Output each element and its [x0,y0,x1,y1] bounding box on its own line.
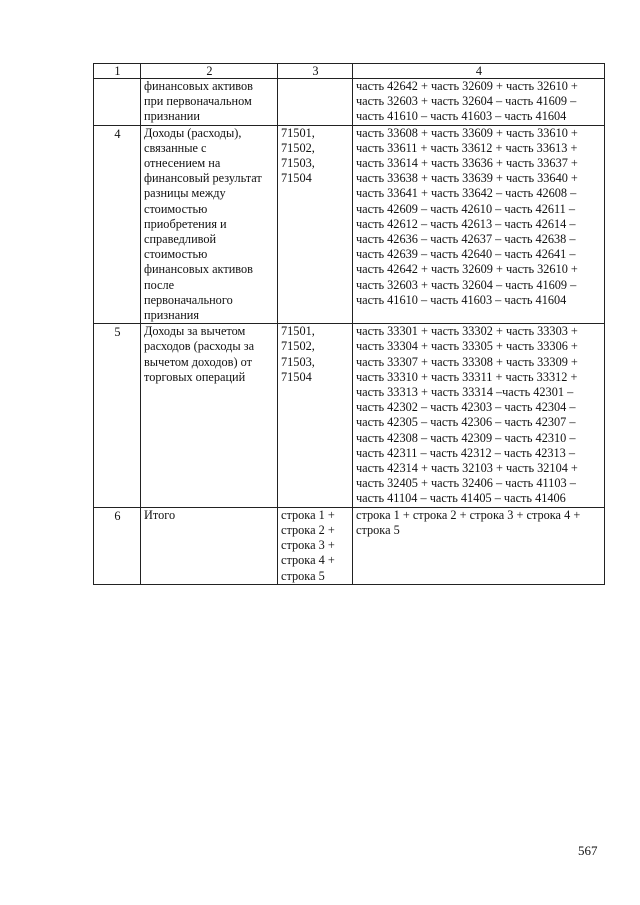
row-name-cell: Доходы (расходы), связанные с отнесением на финансовый результат разницы между стоимостью приобретения и справедливой стоимостью финансовых активов после первоначального признания [141,125,278,324]
row-codes-cell: строка 1 + строка 2 + строка 3 + строка 4 + строка 5 [278,507,353,584]
table-row [94,507,605,584]
column-header: 3 [278,64,353,79]
row-formula-cell: часть 42642 + часть 32609 + часть 32610 + часть 32603 + часть 32604 – часть 41609 – часть 41610 – часть 41603 – часть 41604 [353,79,605,126]
column-header: 4 [353,64,605,79]
row-name-cell: Итого [141,507,278,584]
row-name-cell: финансовых активов при первоначальном признании [141,79,278,126]
column-header: 1 [94,64,141,79]
table-row [94,79,605,126]
row-number-cell: 6 [94,507,141,584]
accounts-table [93,63,605,585]
row-codes-cell: 71501, 71502, 71503, 71504 [278,125,353,324]
column-header: 2 [141,64,278,79]
row-name-cell: Доходы за вычетом расходов (расходы за вычетом доходов) от торговых операций [141,324,278,507]
row-formula-cell: часть 33608 + часть 33609 + часть 33610 + часть 33611 + часть 33612 + часть 33613 + часть 33614 + часть 33636 + часть 33637 + часть 33638 + часть 33639 + часть 33640 + часть 33641 + часть 33642 – часть 42608 – часть 42609 – часть 42610 – часть 42611 – часть 42612 – часть 42613 – часть 42614 – часть 42636 – часть 42637 – часть 42638 – часть 42639 – часть 42640 – часть 42641 – часть 42642 + часть 32609 + часть 32610 + часть 32603 + часть 32604 – часть 41609 – часть 41610 – часть 41603 – часть 41604 [353,125,605,324]
table-header-row [94,64,605,79]
page-number: 567 [578,843,598,858]
row-number-cell: 5 [94,324,141,507]
row-formula-cell: строка 1 + строка 2 + строка 3 + строка 4 + строка 5 [353,507,605,584]
table-row [94,324,605,507]
row-number-cell: 4 [94,125,141,324]
table-row [94,125,605,324]
row-codes-cell: 71501, 71502, 71503, 71504 [278,324,353,507]
row-formula-cell: часть 33301 + часть 33302 + часть 33303 + часть 33304 + часть 33305 + часть 33306 + часть 33307 + часть 33308 + часть 33309 + часть 33310 + часть 33311 + часть 33312 + часть 33313 + часть 33314 –часть 42301 – часть 42302 – часть 42303 – часть 42304 – часть 42305 – часть 42306 – часть 42307 – часть 42308 – часть 42309 – часть 42310 – часть 42311 – часть 42312 – часть 42313 – часть 42314 + часть 32103 + часть 32104 + часть 32405 + часть 32406 – часть 41103 – часть 41104 – часть 41405 – часть 41406 [353,324,605,507]
row-codes-cell [278,79,353,126]
row-number-cell [94,79,141,126]
